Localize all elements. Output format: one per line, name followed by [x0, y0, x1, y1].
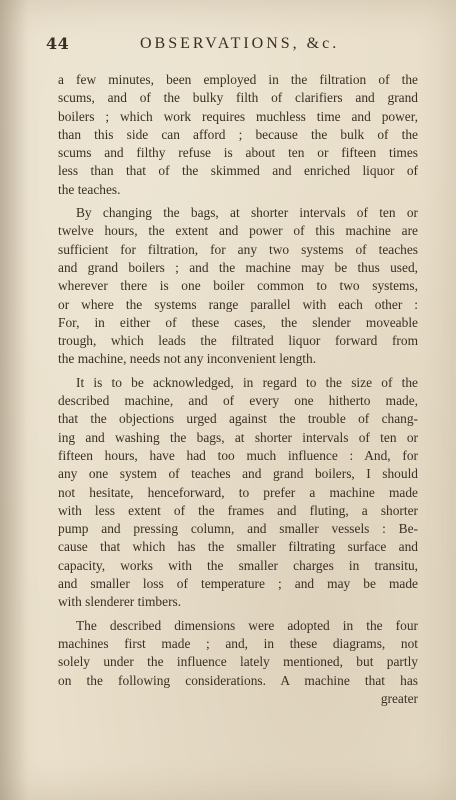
text-line: trough, which leads the filtrated liquor forward from	[58, 333, 418, 349]
text-line: scums, and of the bulky filth of clarifiers and grand	[58, 90, 418, 106]
text-line: the teaches.	[58, 181, 121, 197]
text-line: machines first made ; and, in these diagrams, not	[58, 635, 418, 651]
text-line: twelve hours, the extent and power of this machine are	[58, 223, 418, 239]
text-line: For, in either of these cases, the slender moveable	[58, 314, 418, 330]
paragraph-1	[58, 71, 418, 199]
text-line: any one system of teaches and grand boilers, I should	[58, 466, 418, 482]
catchword: greater	[380, 690, 418, 706]
text-line: boilers ; which work requires muchless time and power,	[58, 108, 418, 124]
paragraph-3	[58, 374, 418, 612]
text-line: described machine, and of every one hitherto made,	[58, 393, 418, 409]
paragraph-2	[58, 204, 418, 369]
text-line: capacity, works with the smaller charges in transitu,	[58, 557, 418, 573]
text-line: By changing the bags, at shorter intervals of ten or	[76, 205, 418, 221]
text-line: that the objections urged against the trouble of chang-	[58, 411, 418, 427]
text-line: pump and pressing column, and smaller vessels : Be-	[58, 521, 418, 537]
text-line: solely under the influence lately mentioned, but partly	[58, 654, 418, 670]
running-head: OBSERVATIONS, &c.	[140, 35, 340, 52]
page-header	[42, 32, 428, 56]
text-line: less than that of the skimmed and enriched liquor of	[58, 163, 418, 179]
text-line: ing and washing the bags, at shorter intervals of ten or	[58, 429, 418, 445]
text-line: wherever there is one boiler common to two systems,	[58, 278, 418, 294]
text-line: It is to be acknowledged, in regard to the size of the	[76, 374, 418, 390]
text-line: with less extent of the frames and fluting, a shorter	[58, 502, 418, 518]
text-line: not hesitate, henceforward, to prefer a machine made	[58, 484, 418, 500]
text-line: cause that which has the smaller filtrating surface and	[58, 539, 418, 555]
text-line: scums and filthy refuse is about ten or fifteen times	[58, 145, 418, 161]
text-line: with slenderer timbers.	[58, 594, 182, 610]
text-line: on the following considerations. A machine that has	[58, 672, 418, 688]
text-line: a few minutes, been employed in the filtration of the	[58, 72, 418, 87]
text-line: or where the systems range parallel with each other :	[58, 296, 418, 312]
page-number: 44	[46, 34, 70, 53]
body-text	[58, 71, 418, 708]
text-line: than this side can afford ; because the bulk of the	[58, 126, 418, 142]
paragraph-4	[58, 617, 418, 690]
text-line: sufficient for filtration, for any two systems of teaches	[58, 241, 418, 257]
text-line: the machine, needs not any inconvenient length.	[58, 351, 317, 367]
text-line: The described dimensions were adopted in the four	[76, 617, 418, 633]
text-line: fifteen hours, have had too much influence : And, for	[58, 447, 418, 463]
text-line: and grand boilers ; and the machine may be thus used,	[58, 259, 418, 275]
text-line: and smaller loss of temperature ; and may be made	[58, 576, 418, 592]
